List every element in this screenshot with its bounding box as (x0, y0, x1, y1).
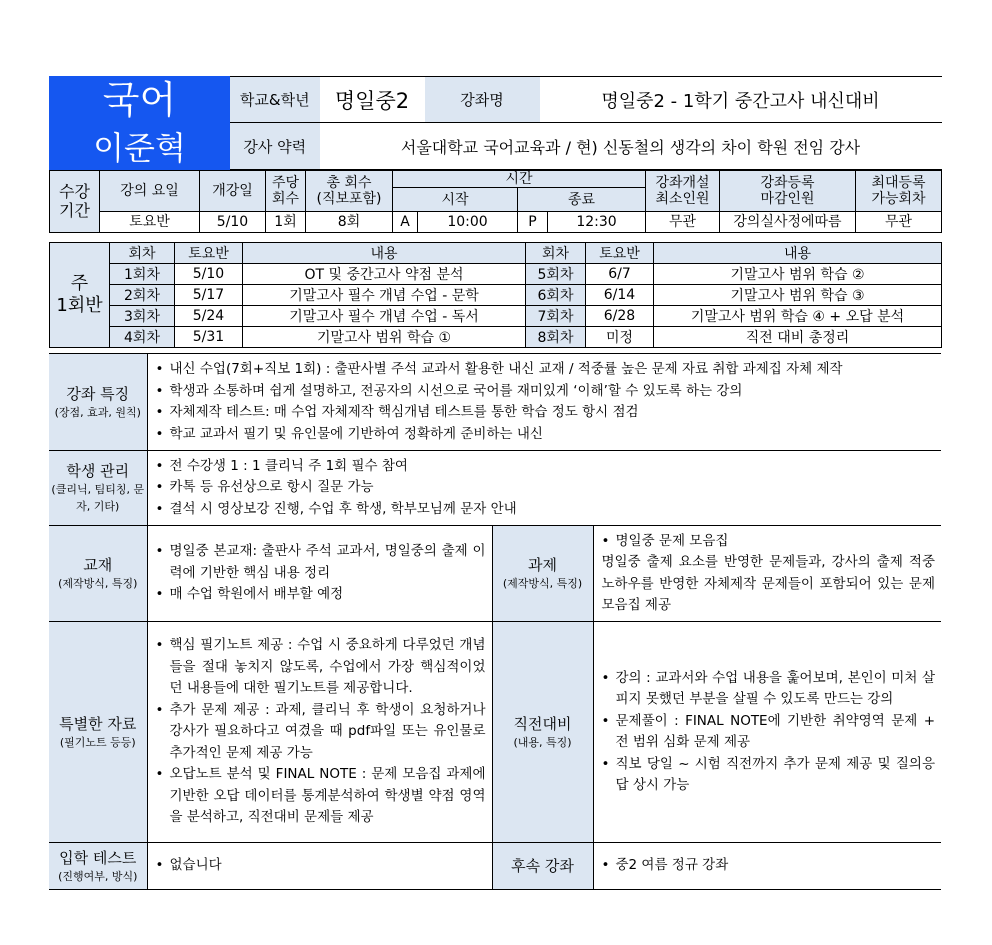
day-value: 토요반 (100, 212, 200, 233)
list-item: • 명일중 문제 모음집 (601, 532, 729, 549)
list-item: • 추가 문제 제공 : 과제, 클리닉 후 학생이 요청하거나 강사가 필요하다고 여겼을 때 pdf파일 또는 유인물로 추가적인 문제 제공 가능 (155, 701, 486, 761)
weekly-count-label: 주당 회수 (266, 171, 306, 212)
list-item: • 없습니다 (155, 857, 222, 874)
session-content: 기말고사 필수 개념 수업 - 문학 (243, 285, 526, 306)
session-date: 미정 (586, 327, 654, 348)
session-round: 3회차 (110, 306, 175, 327)
session-row (50, 306, 942, 327)
total-count-label: 총 회수 (직보포함) (306, 171, 393, 212)
list-item: • 결석 시 영상보강 진행, 수업 후 학생, 학부모님께 문자 안내 (155, 500, 517, 517)
sessions-table (49, 242, 942, 348)
session-row (50, 327, 942, 348)
textbook-content (147, 526, 492, 622)
list-item: • 오답노트 분석 및 FINAL NOTE : 문제 모음집 과제에 기반한 오답 데이터를 통계분석하여 학생별 약점 영역을 분석하고, 직전대비 문제들 제공 (155, 766, 486, 826)
session-date: 5/24 (175, 306, 243, 327)
session-content: OT 및 중간고사 약점 분석 (243, 264, 526, 285)
round-header: 회차 (110, 243, 175, 264)
textbook-label: 교재 (제작방식, 특징) (49, 526, 147, 622)
day-header: 토요반 (586, 243, 654, 264)
session-content: 기말고사 범위 학습 ③ (654, 285, 942, 306)
start-ampm: A (393, 212, 418, 233)
course-name-label: 강좌명 (425, 77, 540, 123)
min-people-value: 무관 (646, 212, 720, 233)
school-grade-label: 학교&학년 (230, 77, 320, 123)
session-date: 5/31 (175, 327, 243, 348)
features-content (147, 354, 941, 451)
list-item: • 내신 수업(7회+직보 1회) : 출판사별 주석 교과서 활용한 내신 교재 / 적중률 높은 문제 자료 취합 과제집 자체 제작 (155, 361, 843, 377)
session-content: 기말고사 필수 개념 수업 - 독서 (243, 306, 526, 327)
course-name-value: 명일중2 - 1학기 중간고사 내신대비 (540, 77, 942, 123)
list-item: • 명일중 본교재: 출판사 주석 교과서, 명일중의 출제 이력에 기반한 핵심 내용 정리 (155, 543, 486, 581)
end-time-value: 12:30 (548, 212, 646, 233)
homework-label: 과제 (제작방식, 특징) (492, 526, 593, 622)
weekly-class-label: 주 1회반 (50, 243, 110, 348)
followup-course-content (593, 843, 941, 890)
list-item: • 매 수업 학원에서 배부할 예정 (155, 586, 344, 603)
features-label: 강좌 특징 (장점, 효과, 원칙) (49, 354, 147, 451)
weekly-count-value: 1회 (266, 212, 306, 233)
entrance-test-content (147, 843, 492, 890)
session-row (50, 285, 942, 306)
list-item: • 핵심 필기노트 제공 : 수업 시 중요하게 다루었던 개념들을 절대 놓치지 않도록, 수업에서 가장 핵심적이었던 내용들에 대한 필기노트를 제공합니다. (155, 637, 486, 697)
list-item: • 학교 교과서 필기 및 유인물에 기반하여 정확하게 준비하는 내신 (155, 425, 543, 442)
management-label: 학생 관리 (클리닉, 팀티칭, 문자, 기타) (49, 451, 147, 526)
session-content: 기말고사 범위 학습 ② (654, 264, 942, 285)
list-item: • 자체제작 테스트: 매 수업 자체제작 핵심개념 테스트를 통한 학습 정도 항시 점검 (155, 404, 639, 420)
session-round: 8회차 (526, 327, 586, 348)
session-date: 5/10 (175, 264, 243, 285)
close-people-value: 강의실사정에따름 (720, 212, 856, 233)
close-people-label: 강좌등록 마감인원 (720, 171, 856, 212)
list-item: • 전 수강생 1 : 1 클리닉 주 1회 필수 참여 (155, 457, 408, 474)
session-round: 2회차 (110, 285, 175, 306)
session-round: 6회차 (526, 285, 586, 306)
textbook-homework-row (49, 526, 941, 622)
course-header (49, 76, 942, 170)
session-round: 7회차 (526, 306, 586, 327)
session-date: 6/28 (586, 306, 654, 327)
content-header: 내용 (243, 243, 526, 264)
homework-description: 명일중 출제 요소를 반영한 문제들과, 강사의 출제 적중 노하우를 반영한 자체제작 문제들이 포함되어 있는 문제 모음집 제공 (601, 554, 936, 613)
management-row (49, 451, 941, 526)
materials-content (147, 622, 492, 843)
end-ampm: P (518, 212, 548, 233)
materials-label: 특별한 자료 (필기노트 등등) (49, 622, 147, 843)
total-count-value: 8회 (306, 212, 393, 233)
session-round: 4회차 (110, 327, 175, 348)
subject-title: 국어 (50, 77, 230, 123)
list-item: • 강의 : 교과서와 수업 내용을 훑어보며, 본인이 미처 살피지 못했던 부분을 살필 수 있도록 만드는 강의 (601, 669, 936, 707)
entrance-test-label: 입학 테스트 (진행여부, 방식) (49, 843, 147, 890)
list-item: • 카톡 등 유선상으로 항시 질문 가능 (155, 479, 374, 496)
teacher-career-value: 서울대학교 국어교육과 / 현) 신동철의 생각의 차이 학원 전임 강사 (320, 123, 942, 170)
schedule-table (49, 170, 942, 233)
features-row (49, 354, 941, 451)
list-item: • 직보 당일 ~ 시험 직전까지 추가 문제 제공 및 질의응답 상시 가능 (601, 755, 936, 793)
school-grade-value: 명일중2 (320, 77, 425, 123)
open-date-label: 개강일 (200, 171, 266, 212)
session-date: 6/14 (586, 285, 654, 306)
entrance-followup-row (49, 843, 941, 890)
final-prep-label: 직전대비 (내용, 특징) (492, 622, 593, 843)
materials-final-row (49, 622, 941, 843)
max-sessions-value: 무관 (856, 212, 942, 233)
start-time-value: 10:00 (418, 212, 518, 233)
day-header: 토요반 (175, 243, 243, 264)
end-time-label: 종료 (518, 188, 646, 212)
start-time-label: 시작 (393, 188, 518, 212)
session-round: 5회차 (526, 264, 586, 285)
course-details-table (49, 353, 941, 890)
time-label: 시간 (393, 171, 646, 188)
session-date: 6/7 (586, 264, 654, 285)
homework-content (593, 526, 941, 622)
teacher-name: 이준혁 (50, 123, 230, 170)
followup-course-label: 후속 강좌 (492, 843, 593, 890)
open-date-value: 5/10 (200, 212, 266, 233)
list-item: • 학생과 소통하며 쉽게 설명하고, 전공자의 시선으로 국어를 재미있게 ‘이해’할 수 있도록 하는 강의 (155, 382, 743, 399)
session-content: 기말고사 범위 학습 ① (243, 327, 526, 348)
final-prep-content (593, 622, 941, 843)
teacher-career-label: 강사 약력 (230, 123, 320, 170)
period-label: 수강 기간 (50, 171, 100, 233)
list-item: • 중2 여름 정규 강좌 (601, 857, 729, 874)
session-content: 직전 대비 총정리 (654, 327, 942, 348)
content-header: 내용 (654, 243, 942, 264)
max-sessions-label: 최대등록 가능회차 (856, 171, 942, 212)
min-people-label: 강좌개설 최소인원 (646, 171, 720, 212)
session-date: 5/17 (175, 285, 243, 306)
list-item: • 문제풀이 : FINAL NOTE에 기반한 취약영역 문제 + 전 범위 심화 문제 제공 (601, 712, 936, 750)
management-content (147, 451, 941, 526)
session-round: 1회차 (110, 264, 175, 285)
round-header: 회차 (526, 243, 586, 264)
session-content: 기말고사 범위 학습 ④ + 오답 분석 (654, 306, 942, 327)
day-label: 강의 요일 (100, 171, 200, 212)
session-row (50, 264, 942, 285)
